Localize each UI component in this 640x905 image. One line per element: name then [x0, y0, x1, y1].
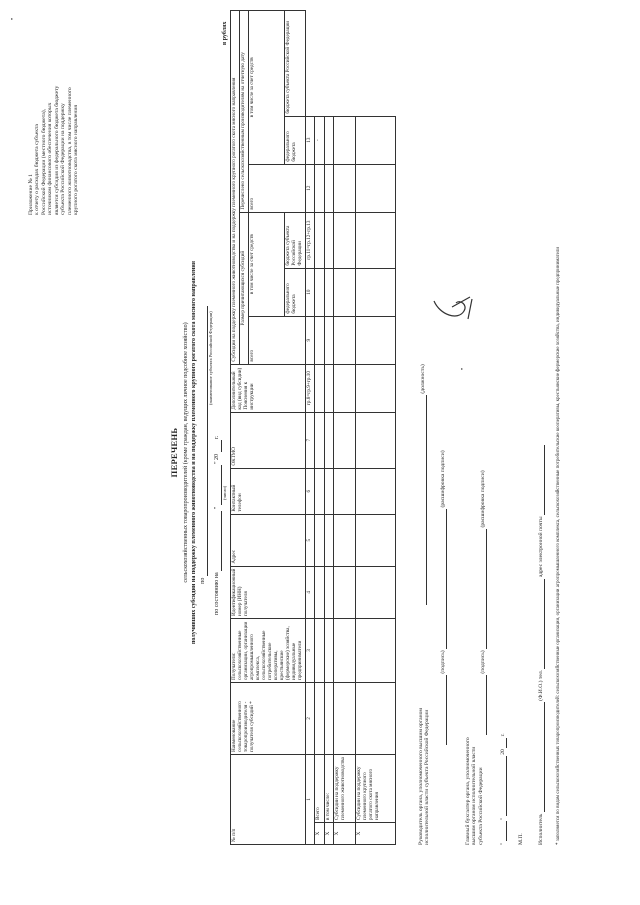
executor-label: Исполнитель	[538, 813, 544, 845]
appendix-line: племенного животноводства, в том числе племенного	[66, 87, 73, 215]
header-phone: Контактный телефон	[231, 468, 306, 514]
decode-caption: (расшифровка подписи)	[440, 450, 446, 508]
col-num: 2	[305, 683, 314, 755]
header-code: Дополнительный код (вид субсидии) Пояснения к инструкции	[231, 364, 306, 412]
table-row	[355, 11, 395, 845]
acc-title-3: субъекта Российской Федерации	[477, 767, 484, 845]
email-field	[538, 445, 545, 515]
row-label: Субсидии на поддержку племенного крупного рогатого скота мясного направления	[355, 755, 395, 823]
col-num: 3	[305, 619, 314, 683]
date-q: "	[500, 842, 506, 845]
document-subtitle-2: получивших субсидии на поддержку племенного животноводства и на поддержку племенного крупного рогатого скота мясного направления	[191, 260, 197, 645]
header-inn: Идентификационный номер (ИНН) получателя	[231, 566, 306, 618]
appendix-line: крупного рогатого скота мясного направления	[72, 105, 79, 215]
header-type: Получатели: сельскохозяйственные организации, организации агропромышленного комплекса, сельскохозяйственные потребительские кооперативы, крестьянские (фермерские) хозяйства, индивидуальные предприниматели	[231, 619, 306, 683]
acc-signature-field	[480, 675, 487, 735]
col-num: 10	[305, 268, 314, 316]
header-address: Адрес	[231, 514, 306, 566]
handwritten-signature	[430, 293, 474, 325]
document-title: ПЕРЕЧЕНЬ	[169, 427, 179, 478]
row-mark: X	[324, 823, 333, 845]
header-total-2: всего	[248, 164, 305, 212]
col-num: 4	[305, 566, 314, 618]
header-paid: Перечислено сельскохозяйственным производителям на отчетную дату	[239, 11, 248, 213]
date-caption: (число)	[222, 485, 227, 500]
email-label: адрес электронной почты	[538, 516, 544, 578]
table-row	[324, 11, 333, 845]
col-num: 7	[305, 412, 314, 468]
col-num: 9	[305, 316, 314, 364]
header-incl-2: в том числе за счет средств	[248, 11, 284, 165]
row-mark: X	[333, 823, 355, 845]
acc-date-g: г.	[500, 733, 506, 737]
header-reg-2: бюджета субъекта Российской Федерации	[284, 11, 305, 117]
position-field	[420, 395, 427, 605]
dot-mark-2: •	[460, 367, 466, 370]
col-num: гр.8=гр.9+гр.10	[305, 364, 314, 412]
acc-title-2: высшим органом исполнительной власти	[471, 746, 478, 845]
row-label: Субсидии на поддержку племенного животноводства	[333, 755, 355, 823]
col-num: гр.11=гр.12+гр.13	[305, 212, 314, 268]
date-quote: "	[214, 506, 220, 510]
acc-decode-field	[480, 529, 487, 649]
header-name: Наименование сельскохозяйственного товаропроизводителя - получателя субсидий *	[231, 683, 306, 755]
date-quote-2: "	[214, 461, 220, 464]
header-fed: федерального бюджета	[284, 268, 305, 316]
acc-date-year: 20	[500, 749, 506, 755]
acc-signature-caption: (подпись)	[480, 650, 486, 674]
subject-line	[200, 295, 208, 595]
header-subsidy: Субсидии на поддержку племенного животноводства и на поддержку племенного крупного рогатого скота мясного направления	[231, 11, 240, 365]
header-oktmo: ОКТМО	[231, 412, 306, 468]
row-label: Всего	[314, 755, 324, 823]
footnote: * заполняется по видам сельскохозяйственных товаропроизводителей: сельскохозяйственные организации, организации агропромышленного комплекса, сельскохозяйственные потребительские кооперативы, крестьянские фермерские хозяйства, индивидуальные предприниматели	[556, 246, 561, 845]
mp-label: М.П.	[518, 833, 524, 845]
appendix-line: источником финансового обеспечения которых	[47, 102, 54, 215]
appendix-line: Приложение № 1	[28, 174, 34, 215]
header-incl: в том числе за счет средств	[248, 212, 284, 316]
accountant-block	[465, 737, 484, 845]
appendix-note	[28, 25, 79, 215]
head-position-line	[420, 364, 427, 605]
signatures-block	[418, 708, 431, 845]
date-field	[214, 511, 222, 571]
acc-year-field	[500, 738, 507, 748]
executor-line	[538, 445, 545, 845]
subject-field	[200, 306, 208, 576]
row-mark: X	[355, 823, 395, 845]
date-q-2: "	[500, 817, 506, 820]
document-subtitle: сельскохозяйственных товаропроизводителей (кроме граждан, ведущих личное подсобное хозяйство)	[183, 322, 189, 583]
acc-decode-caption: (расшифровка подписи)	[480, 470, 486, 528]
table-number-row	[305, 11, 314, 845]
appendix-line: субъекта Российской Федерации на поддержку	[60, 103, 67, 215]
acc-date-line	[500, 733, 507, 845]
fio-caption: (Ф.И.О.)	[538, 680, 544, 701]
tel-field	[538, 579, 545, 669]
table-row	[333, 11, 355, 845]
date-year-suffix: г.	[214, 435, 220, 439]
col-num: 13	[305, 116, 314, 164]
col-num: 12	[305, 164, 314, 212]
position-caption: (должность)	[420, 364, 426, 394]
date-prefix: по состоянию на	[214, 572, 220, 615]
col-num: 5	[305, 514, 314, 566]
col-num: 1	[305, 755, 314, 845]
appendix-line: Российской Федерации (местного бюджета),	[40, 109, 47, 215]
date-line	[214, 436, 222, 615]
tel-label: тел.	[538, 669, 544, 680]
table-header-row	[231, 11, 240, 845]
dot-mark: •	[10, 17, 16, 20]
acc-signature-line	[480, 470, 487, 735]
subject-caption: (наименование субъекта Российской Федерации)	[208, 311, 213, 405]
col-num: 6	[305, 468, 314, 514]
year-field	[214, 440, 222, 452]
signature-caption: (подпись)	[440, 650, 446, 674]
header-accrued: Размер причитающихся субсидий	[239, 212, 248, 364]
row-mark: X	[314, 823, 324, 845]
table-row	[314, 11, 324, 845]
header-fed-2: федерального бюджета	[284, 116, 305, 164]
head-title-2: исполнительной власти субъекта Российской Федерации	[424, 709, 431, 845]
acc-day-field	[500, 821, 507, 841]
appendix-line: является субсидия из федерального бюджета бюджету	[53, 85, 60, 215]
dash-cell: -	[314, 116, 324, 164]
acc-title-1: Главный бухгалтер органа, уполномоченного	[465, 737, 471, 845]
header-reg: бюджета субъекта Российской Федерации	[284, 212, 305, 268]
head-title-1: Руководитель органа, уполномоченного высшим органом	[418, 708, 424, 845]
recipients-table	[230, 10, 396, 845]
row-label: в том числе:	[324, 755, 333, 823]
appendix-line: к отчету о расходах бюджета субъекта	[34, 124, 41, 215]
signature-field	[440, 675, 447, 745]
date-year: 20	[214, 453, 220, 460]
header-num: № п/п	[231, 755, 306, 845]
units-label: в рублях	[222, 21, 228, 45]
acc-month-field	[500, 756, 507, 816]
subject-prefix: по	[200, 577, 206, 584]
executor-field	[538, 702, 545, 812]
header-total: всего	[248, 316, 305, 364]
decode-field	[440, 509, 447, 649]
head-signature-line	[440, 450, 447, 745]
month-field	[214, 465, 222, 505]
